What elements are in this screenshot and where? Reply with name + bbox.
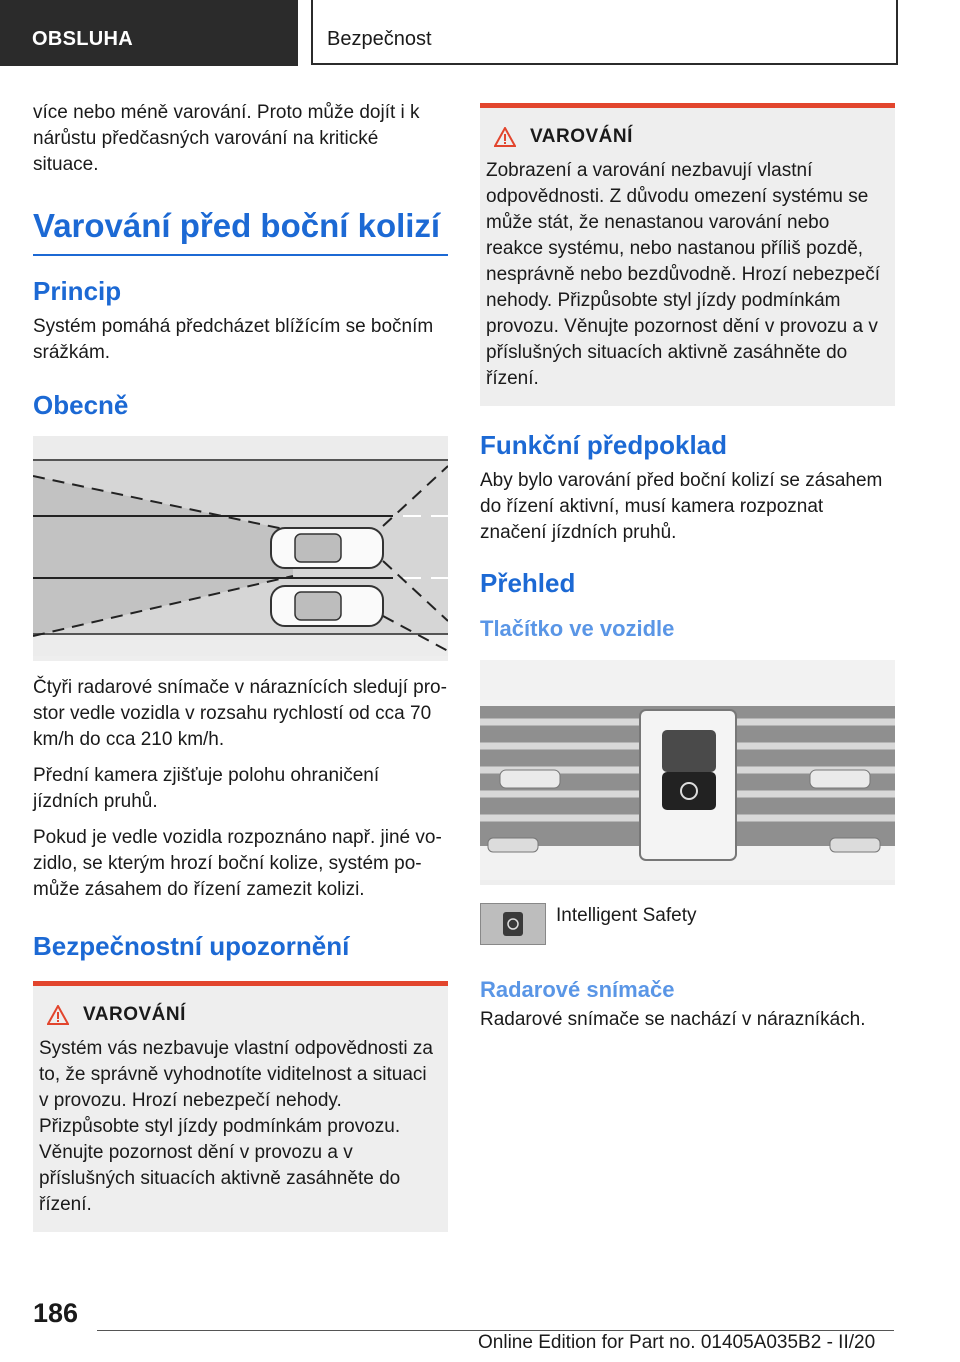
warning-triangle-icon [47, 1005, 69, 1025]
prehled-heading: Přehled [480, 568, 576, 598]
obecne-heading: Obecně [33, 390, 129, 420]
func-text: Aby bylo varování před boční kolizí se zásahem do řízení aktivní, musí kamera rozpoznat značení jízdních pruhů. [480, 470, 883, 543]
warning-text: Systém vás nezbavuje vlastní odpovědnosti za to, že správně vyhodnotíte viditelnost a situaci v provozu. Hrozí nebezpečí nehody. Přizpůsobte styl jízdy podmínkám provozu. Věnujte pozornost dění v provozu a v příslušných situacích aktivně zasáhněte do řízení. [39, 1038, 433, 1215]
warning-text: Zobrazení a varování nezbavují vlastní odpovědnosti. Z důvodu omezení systému se může stát, že nenastanou varování nebo reakce systému, nebo nastanou příliš pozdě, nesprávně nebo bezdůvodně. Hrozí nebezpečí nehody. Přizpůsobte styl jízdy podmínkám provozu. Věnujte pozornost dění v provozu a v příslušných situacích aktivně zasáhněte do řízení. [486, 160, 880, 389]
lane-diagram [33, 436, 448, 661]
steering-paragraph: Pokud je vedle vozidla rozpoznáno např. jiné vozidlo, se kterým hrozí boční kolize, systém pomůže zásahem do řízení zamezit kolizi. [33, 827, 442, 900]
page-number: 186 [33, 1298, 79, 1328]
intelligent-safety-button-thumb [480, 903, 546, 945]
header-section-label: OBSLUHA [32, 28, 133, 50]
warning-box-right [480, 103, 895, 406]
button-photo [480, 660, 895, 885]
header-topic-tab [311, 0, 898, 65]
footer-rule [97, 1330, 894, 1331]
radar-heading: Radarové snímače [480, 977, 675, 1002]
right-column [480, 103, 895, 1043]
camera-paragraph: Přední kamera zjišťuje polohu ohraničení jízdních pruhů. [33, 765, 380, 812]
other-car-icon [271, 586, 383, 626]
radar-text: Radarové snímače se nachází v nárazníkách. [480, 1009, 866, 1030]
title-rule [33, 254, 448, 256]
func-heading: Funkční předpoklad [480, 430, 728, 460]
warning-title: VAROVÁNÍ [83, 1004, 186, 1025]
page-title: Varování před boční kolizí [33, 207, 441, 244]
header-section-tab [0, 0, 298, 66]
warning-title: VAROVÁNÍ [530, 126, 633, 147]
intro-paragraph: více nebo méně varování. Proto může dojít i k nárůstu předčasných varování na kritické situace. [33, 102, 420, 175]
dashboard-button-illustration [480, 660, 895, 880]
intelligent-safety-icon [481, 904, 545, 944]
button-legend [480, 903, 895, 945]
ego-car-icon [271, 528, 383, 568]
footer-edition: Online Edition for Part no. 01405A035B2 - II/20 [478, 1332, 876, 1353]
button-label: Intelligent Safety [556, 905, 697, 926]
safety-heading: Bezpečnostní upozornění [33, 931, 350, 961]
princip-text: Systém pomáhá předcházet blížícím se bočním srážkám. [33, 316, 434, 363]
button-heading: Tlačítko ve vozidle [480, 616, 675, 641]
princip-heading: Princip [33, 276, 122, 306]
radar-coverage-illustration [33, 436, 448, 656]
radar-paragraph: Čtyři radarové snímače v náraznících sledují prostor vedle vozidla v rozsahu rychlostí od cca 70 km/h do cca 210 km/h. [33, 677, 447, 750]
warning-box-left [33, 981, 448, 1232]
header-topic-label: Bezpečnost [327, 28, 432, 50]
warning-triangle-icon [494, 127, 516, 147]
left-column [33, 100, 448, 1232]
